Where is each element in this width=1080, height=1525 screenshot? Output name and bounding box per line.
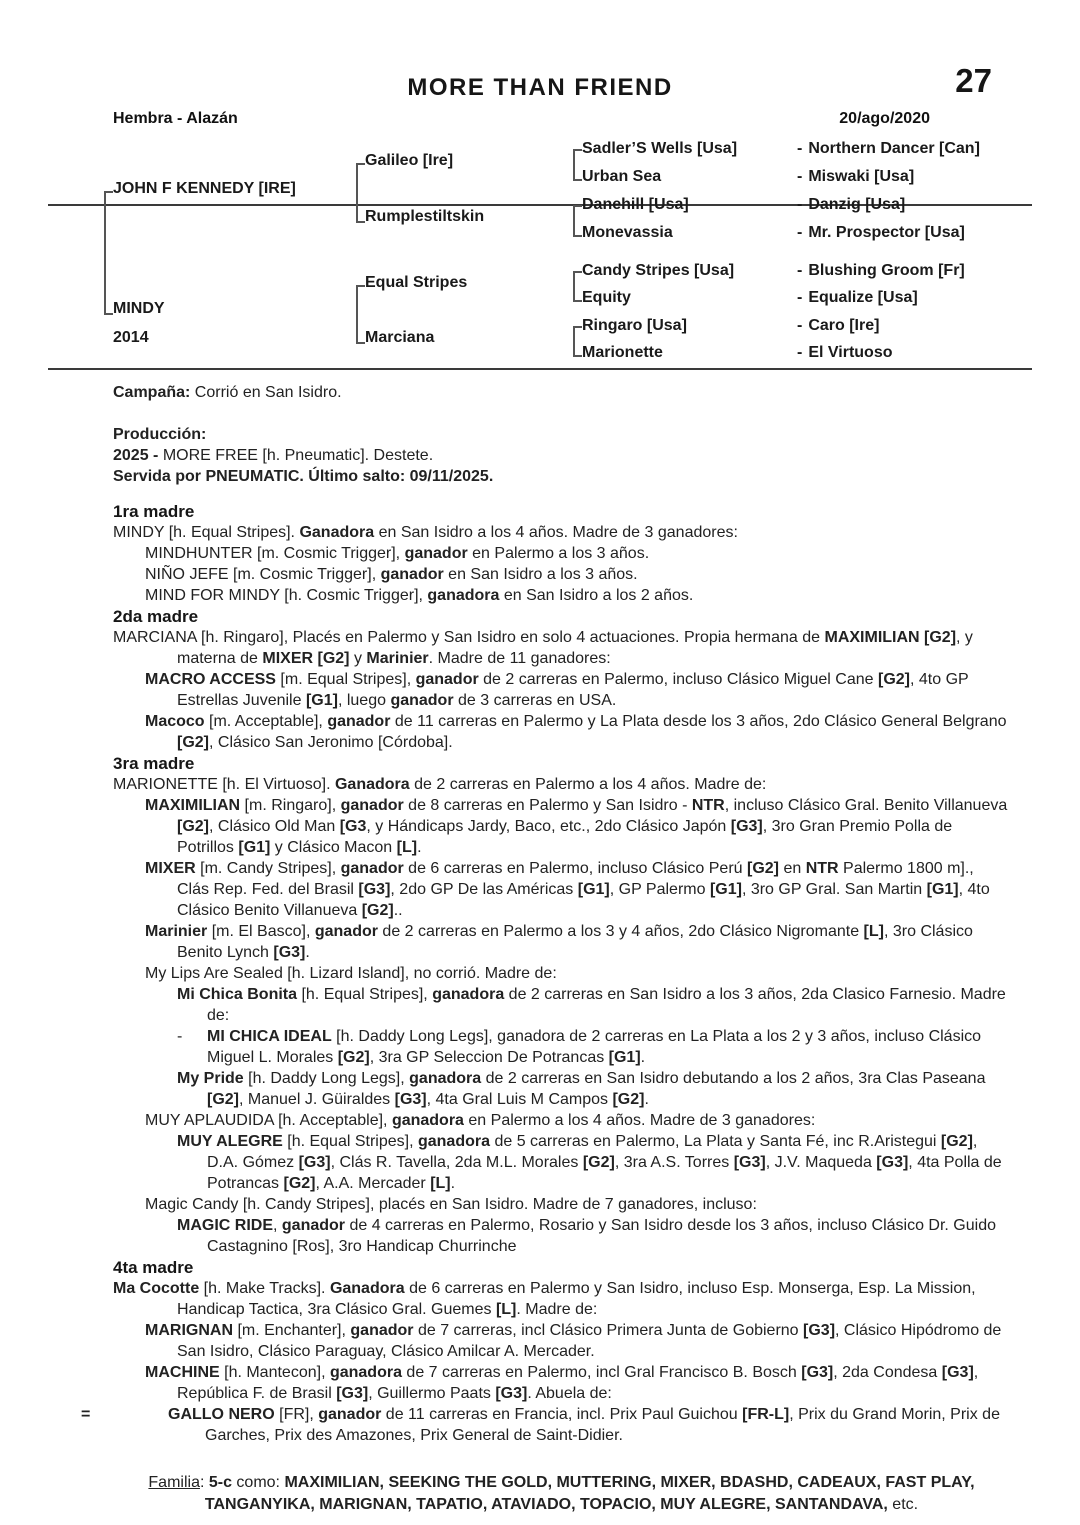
text-segment: [m. Candy Stripes], (195, 860, 341, 877)
text-segment: ganador (340, 797, 404, 814)
text-segment: [G3] (273, 944, 306, 961)
note-paragraph (113, 1215, 1010, 1257)
text-segment: ganador (404, 545, 468, 562)
text-segment: de 2 carreras en San Isidro debutando a los 2 años, 3ra Clas Paseana (481, 1070, 986, 1087)
text-segment: NIÑO JEFE [m. Cosmic Trigger], (145, 566, 381, 583)
text-segment: [G1] (709, 881, 742, 898)
text-segment: ganadora (329, 1364, 402, 1381)
text-segment: MI CHICA IDEAL (207, 1028, 332, 1045)
text-segment: GALLO NERO (168, 1406, 275, 1423)
campaign-line (113, 382, 1010, 403)
pedigree-gen3-name (582, 289, 631, 307)
page-number: 27 (955, 62, 992, 99)
text-segment: , 3ra GP Seleccion De Potrancas (369, 1049, 609, 1066)
text-segment: en Palermo a los 4 años. Madre de 3 ganadores: (463, 1112, 816, 1129)
text-segment: , 3ra A.S. Torres (614, 1154, 734, 1171)
pedigree-bracket (356, 285, 365, 344)
text-segment: NTR (805, 860, 839, 877)
pedigree-bracket (573, 205, 582, 237)
spacer (113, 1446, 1010, 1472)
pedigree-name-label: Equity (582, 289, 631, 306)
text-segment: , J.V. Maqueda (765, 1154, 877, 1171)
text-segment: , 3ro GP Gral. San Martin (741, 881, 927, 898)
text-segment: [L] (396, 839, 418, 856)
pedigree-gen3-name (582, 140, 737, 158)
note-paragraph (113, 669, 1010, 711)
note-paragraph (113, 585, 1010, 606)
pedigree-gen2-name (365, 152, 453, 170)
pedigree-dash: - (797, 140, 803, 157)
birth-date: 20/ago/2020 (839, 110, 930, 127)
pedigree-gen3-name (582, 262, 734, 280)
pedigree-bracket (573, 149, 582, 181)
pedigree-divider (48, 368, 1032, 370)
text-segment: Mi Chica Bonita (177, 986, 298, 1003)
text-segment: [G2] (612, 1091, 645, 1108)
section-heading: 2da madre (113, 607, 199, 626)
text-segment: [m. Ringaro], (240, 797, 341, 814)
text-segment: My Pride (177, 1070, 244, 1087)
text-segment: . (450, 1175, 456, 1192)
spacer (113, 403, 1010, 424)
pedigree-name-label: Galileo [Ire] (365, 152, 454, 169)
text-segment: , 4ta Polla de Potrancas (207, 1154, 1002, 1192)
text-segment: en Palermo a los 3 años. (467, 545, 650, 562)
text-segment: MACRO ACCESS (145, 671, 276, 688)
pedigree-name-label: MINDY (113, 300, 165, 317)
note-paragraph (113, 1026, 1010, 1068)
pedigree-dam-year (113, 329, 149, 347)
pedigree-gen2-name (365, 274, 467, 292)
text-segment: de 11 carreras en Francia, incl. Prix Paul Guichou (381, 1406, 743, 1423)
pedigree-gen2-name (365, 329, 434, 347)
text-segment: [G3] (298, 1154, 331, 1171)
spacer (113, 487, 1010, 501)
text-segment: , 4to Clásico Benito Villanueva (177, 881, 990, 919)
sex-coat-label: Hembra - Alazán (113, 110, 238, 127)
text-segment: ganador (380, 566, 444, 583)
text-segment: , incluso Clásico Gral. Benito Villanueva (724, 797, 1008, 814)
text-segment: [G2] (283, 1175, 316, 1192)
text-segment: [G3 (339, 818, 367, 835)
text-segment: MIND FOR MINDY [h. Cosmic Trigger], (145, 587, 428, 604)
pedigree-name-label: El Virtuoso (808, 344, 893, 361)
pedigree-gen4-name (797, 289, 918, 307)
text-segment: .. (393, 902, 403, 919)
text-segment: de 8 carreras en Palermo y San Isidro - (403, 797, 692, 814)
text-segment: [G1] (926, 881, 959, 898)
text-segment: Ganadora (329, 1280, 405, 1297)
section-heading: 1ra madre (113, 502, 195, 521)
text-segment: MAGIC RIDE (177, 1217, 273, 1234)
text-segment: MAXIMILIAN (145, 797, 241, 814)
text-segment: como: (231, 1474, 285, 1491)
text-segment: [G1] (577, 881, 610, 898)
text-segment: [G2] (582, 1154, 615, 1171)
pedigree-dash: - (797, 344, 803, 361)
text-segment: , (273, 1217, 282, 1234)
text-segment: [L] (863, 923, 884, 940)
text-segment: . Madre de 11 ganadores: (428, 650, 611, 667)
note-paragraph (113, 522, 1010, 543)
text-segment: MIXER (145, 860, 196, 877)
text-segment: MACHINE (145, 1364, 220, 1381)
text-segment: [G3] (730, 818, 763, 835)
section-heading: 3ra madre (113, 754, 195, 773)
text-segment: [m. El Basco], (207, 923, 315, 940)
text-segment: , y materna de (177, 629, 973, 667)
text-segment: MUY ALEGRE (177, 1133, 283, 1150)
text-segment: [G3] (394, 1091, 427, 1108)
pedigree-name-label: Mr. Prospector [Usa] (808, 224, 965, 241)
pedigree-gen3-name (582, 224, 673, 242)
pedigree-dam (113, 300, 165, 318)
text-segment: ganadora (432, 986, 505, 1003)
text-segment: , 2do GP De las Américas (390, 881, 578, 898)
text-segment: en San Isidro a los 2 años. (499, 587, 694, 604)
text-segment: , Clásico San Jeronimo [Córdoba]. (209, 734, 453, 751)
production-line (113, 445, 1010, 466)
pedigree-bracket (104, 191, 113, 315)
pedigree-name-label: Marciana (365, 329, 435, 346)
text-segment: , y Hándicaps Jardy, Baco, etc., 2do Clásico Japón (366, 818, 731, 835)
text-segment: de 7 carreras, incl Clásico Primera Junta de Gobierno (413, 1322, 804, 1339)
text-segment: [G1] (305, 692, 338, 709)
pedigree-bracket (573, 271, 582, 302)
text-segment: ganadora (417, 1133, 490, 1150)
note-paragraph (113, 774, 1010, 795)
text-segment: [G2] (177, 818, 209, 835)
text-segment: [m. Enchanter], (233, 1322, 351, 1339)
text-segment: [G3] (336, 1385, 369, 1402)
text-segment: Macoco (145, 713, 205, 730)
text-segment: . Último salto: 09/11/2025. (299, 468, 494, 485)
text-segment: ganadora (409, 1070, 482, 1087)
text-segment: [G2] (747, 860, 779, 877)
text-segment: etc. (887, 1496, 919, 1513)
text-segment: [G3] (876, 1154, 909, 1171)
pedigree-name-label: Blushing Groom [Fr] (808, 262, 965, 279)
text-segment: : (199, 1474, 209, 1491)
pedigree-name-label: Candy Stripes [Usa] (582, 262, 735, 279)
text-segment: de 2 carreras en San Isidro a los 3 años, 2da Clasico Farnesio. Madre de: (207, 986, 1006, 1024)
pedigree-name-label: Urban Sea (582, 168, 662, 185)
text-segment: ganador (340, 860, 404, 877)
text-segment: , Prix du Grand Morin, Prix de Garches, Prix des Amazones, Prix General de Saint-Didier. (205, 1406, 1000, 1444)
text-segment: MIXER [G2] (262, 650, 350, 667)
pedigree-name-label: Monevassia (582, 224, 673, 241)
text-segment: [m. Acceptable], (204, 713, 328, 730)
text-segment: de 2 carreras en Palermo a los 4 años. Madre de: (409, 776, 767, 793)
text-segment: [h. Daddy Long Legs], (243, 1070, 410, 1087)
text-segment: de 5 carreras en Palermo, La Plata y Santa Fé, inc R.Aristegui (490, 1133, 941, 1150)
pedigree-gen4-name (797, 344, 893, 362)
pedigree-dash: - (797, 224, 803, 241)
pedigree-name-label: Caro [Ire] (808, 317, 880, 334)
pedigree-name-label: Equal Stripes (365, 274, 468, 291)
pedigree-gen4-name (797, 140, 980, 158)
text-segment: [G2] (177, 734, 209, 751)
pedigree-dash: - (797, 289, 803, 306)
text-segment: [G2] (337, 1049, 370, 1066)
text-segment: MAXIMILIAN, SEEKING THE GOLD, MUTTERING, MIXER, BDASHD, CADEAUX, FAST PLAY, TANGANYIKA, MARIGNAN, TAPATIO, ATAVIADO, TOPACIO, MUY ALEGRE, SANTANDAVA, (204, 1474, 975, 1513)
text-segment: Campaña: (113, 384, 191, 401)
text-segment: de 7 carreras en Palermo, incl Gral Francisco B. Bosch (401, 1364, 802, 1381)
pedigree-name-label: JOHN F KENNEDY [IRE] (113, 180, 296, 197)
pedigree-name-label: Danzig [Usa] (808, 196, 906, 213)
pedigree-name-label: Equalize [Usa] (808, 289, 918, 306)
pedigree-name-label: Danehill [Usa] (582, 196, 689, 213)
text-segment: , luego (337, 692, 391, 709)
note-paragraph: = GALLO NERO [FR], ganador de 11 carreras en Francia, incl. Prix Paul Guichou [FR-L], Prix du Grand Morin, Prix de Garches, Prix des Amazones, Prix General de Saint-Didier. (81, 1406, 1000, 1444)
text-segment: en (779, 860, 806, 877)
production-line (113, 466, 1010, 487)
text-segment: [FR], (274, 1406, 319, 1423)
text-segment: ganador (318, 1406, 382, 1423)
text-segment: Marinier (145, 923, 208, 940)
text-segment: . (640, 1049, 646, 1066)
text-segment: [m. Equal Stripes], (275, 671, 416, 688)
text-segment: [G1] (238, 839, 271, 856)
text-segment: [G2] (207, 1091, 239, 1108)
text-segment: [G3] (803, 1322, 836, 1339)
text-segment: [G3] (941, 1364, 974, 1381)
text-segment: [G2] (940, 1133, 973, 1150)
pedigree-gen3-name (582, 168, 661, 186)
note-paragraph (113, 984, 1010, 1026)
text-segment: , República F. de Brasil (177, 1364, 979, 1402)
text-segment: Marinier (366, 650, 429, 667)
text-segment: de 6 carreras en Palermo, incluso Clásico Perú (403, 860, 747, 877)
note-paragraph (113, 921, 1010, 963)
note-paragraph (113, 1278, 1010, 1320)
text-segment: de 2 carreras en Palermo a los 3 y 4 años, 2do Clásico Nigromante (377, 923, 864, 940)
pedigree-dash: - (797, 196, 803, 213)
text-segment: , Clásico Hipódromo de San Isidro, Clásico Paraguay, Clásico Amilcar A. Mercader. (177, 1322, 1002, 1360)
text-segment: ganador (350, 1322, 414, 1339)
text-segment: , GP Palermo (609, 881, 710, 898)
text-segment: y Clásico Macon (270, 839, 397, 856)
text-segment: Ganadora (299, 524, 375, 541)
text-segment: . Madre de: (516, 1301, 598, 1318)
text-segment: de 2 carreras en Palermo, incluso Clásico Miguel Cane (478, 671, 878, 688)
text-segment: ganador (281, 1217, 346, 1234)
text-segment: de 11 carreras en Palermo y La Plata desde los 3 años, 2do Clásico General Belgrano (390, 713, 1007, 730)
pedigree-gen4-name (797, 262, 965, 280)
pedigree-gen4-name (797, 168, 914, 186)
text-segment: ganador (390, 692, 454, 709)
text-segment: Ma Cocotte (113, 1280, 200, 1297)
text-segment: MARIONETTE [h. El Virtuoso]. (113, 776, 335, 793)
note-paragraph (113, 1131, 1010, 1194)
text-segment: Magic Candy [h. Candy Stripes], placés en San Isidro. Madre de 7 ganadores, incluso: (145, 1196, 757, 1213)
note-paragraph (113, 543, 1010, 564)
text-segment: . (644, 1091, 649, 1108)
pedigree-name-label: Sadler’S Wells [Usa] (582, 140, 738, 157)
pedigree-name-label: Rumplestiltskin (365, 208, 485, 225)
text-segment: . (305, 944, 310, 961)
text-segment: NTR (691, 797, 725, 814)
production-heading (113, 424, 1010, 445)
pedigree-gen4-name (797, 317, 879, 335)
text-segment: [G2] (361, 902, 394, 919)
list-marker: - (177, 1028, 183, 1045)
text-segment: Producción: (113, 426, 207, 443)
text-segment: y (349, 650, 367, 667)
text-segment: [FR-L] (742, 1406, 790, 1423)
text-segment: [G2] (878, 671, 910, 688)
note-paragraph (113, 627, 1010, 669)
text-segment: en San Isidro a los 3 años. (443, 566, 638, 583)
note-paragraph (113, 1194, 1010, 1215)
text-segment: , 4ta Gral Luis M Campos (426, 1091, 613, 1108)
text-segment: [h. Equal Stripes], (297, 986, 433, 1003)
text-segment: Servida por (113, 468, 206, 485)
pedigree-name-label: Ringaro [Usa] (582, 317, 687, 334)
page-title: MORE THAN FRIEND (407, 74, 673, 101)
text-segment: MAXIMILIAN [G2] (824, 629, 957, 646)
text-segment: MUY APLAUDIDA [h. Acceptable], (145, 1112, 392, 1129)
text-segment: , 3ro Clásico Benito Lynch (177, 923, 973, 961)
text-segment: , 4to GP Estrellas Juvenile (177, 671, 969, 709)
notes-body (81, 382, 1010, 1516)
text-segment: ganadora (391, 1112, 464, 1129)
text-segment: , D.A. Gómez (207, 1133, 978, 1171)
note-paragraph (113, 1362, 1010, 1404)
text-segment: [L] (430, 1175, 451, 1192)
text-segment: , Clás R. Tavella, 2da M.L. Morales (330, 1154, 583, 1171)
pedigree-gen4-name (797, 196, 905, 214)
pedigree-gen4-name (797, 224, 965, 242)
text-segment: ganador (314, 923, 378, 940)
text-segment: MARIGNAN (145, 1322, 233, 1339)
pedigree-sire (113, 180, 296, 198)
text-segment: [G1] (608, 1049, 641, 1066)
pedigree-gen3-name (582, 196, 689, 214)
text-segment: MINDHUNTER [m. Cosmic Trigger], (145, 545, 405, 562)
text-segment: . (417, 839, 422, 856)
text-segment: [h. Make Tracks]. (199, 1280, 330, 1297)
text-segment: Palermo 1800 m]., Clás Rep. Fed. del Brasil (177, 860, 974, 898)
pedigree-name-label: Northern Dancer [Can] (808, 140, 980, 157)
note-paragraph (113, 1068, 1010, 1110)
pedigree-gen3-name (582, 344, 663, 362)
text-segment: My Lips Are Sealed [h. Lizard Island], no corrió. Madre de: (145, 965, 557, 982)
text-segment: PNEUMATIC (205, 468, 300, 485)
note-paragraph (113, 711, 1010, 753)
text-segment: MORE FREE [h. Pneumatic]. Destete. (158, 447, 434, 464)
text-segment: de 4 carreras en Palermo, Rosario y San Isidro desde los 3 años, incluso Clásico Dr. Guido Castagnino [Ros], 3ro Handicap Churrinche (207, 1217, 996, 1255)
pedigree-name-label: Miswaki [Usa] (808, 168, 915, 185)
pedigree-dash: - (797, 317, 803, 334)
text-segment: [G3] (358, 881, 391, 898)
note-paragraph (113, 564, 1010, 585)
text-segment: de 6 carreras en Palermo y San Isidro, incluso Esp. Monserga, Esp. La Mission, Handicap Tactica, 3ra Clásico Gral. Guemes (177, 1280, 976, 1318)
text-segment: ganador (415, 671, 479, 688)
note-paragraph (113, 1320, 1010, 1362)
text-segment: . Abuela de: (527, 1385, 612, 1402)
text-segment: [h. Mantecon], (219, 1364, 330, 1381)
text-segment: 2025 - (113, 447, 159, 464)
pedigree-gen2-name (365, 208, 484, 226)
text-segment: [h. Daddy Long Legs], ganadora de 2 carreras en La Plata a los 2 y 3 años, incluso Clásico Miguel L. Morales (207, 1028, 982, 1066)
text-segment: , 2da Condesa (833, 1364, 942, 1381)
text-segment: Familia (148, 1474, 200, 1491)
pedigree-bracket (356, 163, 365, 223)
text-segment: de 3 carreras en USA. (453, 692, 617, 709)
text-segment: MINDY [h. Equal Stripes]. (113, 524, 300, 541)
text-segment: 5-c (208, 1474, 232, 1491)
text-segment: , Guillermo Paats (368, 1385, 496, 1402)
text-segment: [G3] (801, 1364, 834, 1381)
pedigree-dash: - (797, 262, 803, 279)
text-segment: MARCIANA [h. Ringaro], Placés en Palermo y San Isidro en solo 4 actuaciones. Propia hermana de (113, 629, 825, 646)
pedigree-gen3-name (582, 317, 687, 335)
pedigree-dash: - (797, 168, 803, 185)
note-paragraph (113, 795, 1010, 858)
text-segment: ganador (327, 713, 391, 730)
text-segment: Ganadora (334, 776, 410, 793)
note-paragraph (113, 858, 1010, 921)
pedigree-notes (81, 501, 1010, 1446)
familia-line (113, 1472, 1010, 1516)
note-paragraph (113, 963, 1010, 984)
text-segment: , A.A. Mercader (315, 1175, 431, 1192)
pedigree-bracket (573, 326, 582, 357)
text-segment: Corrió en San Isidro. (190, 384, 342, 401)
note-paragraph (113, 1110, 1010, 1131)
text-segment: , Clásico Old Man (209, 818, 340, 835)
text-segment: [G3] (495, 1385, 528, 1402)
pedigree-name-label: Marionette (582, 344, 663, 361)
pedigree-name-label: 2014 (113, 329, 149, 346)
text-segment: [G3] (733, 1154, 766, 1171)
text-segment: ganadora (427, 587, 500, 604)
section-heading: 4ta madre (113, 1258, 194, 1277)
text-segment: [L] (495, 1301, 517, 1318)
text-segment: , Manuel J. Güiraldes (239, 1091, 395, 1108)
text-segment: , 3ro Gran Premio Polla de Potrillos (177, 818, 953, 856)
text-segment: [h. Equal Stripes], (282, 1133, 418, 1150)
text-segment: en San Isidro a los 4 años. Madre de 3 ganadores: (374, 524, 738, 541)
